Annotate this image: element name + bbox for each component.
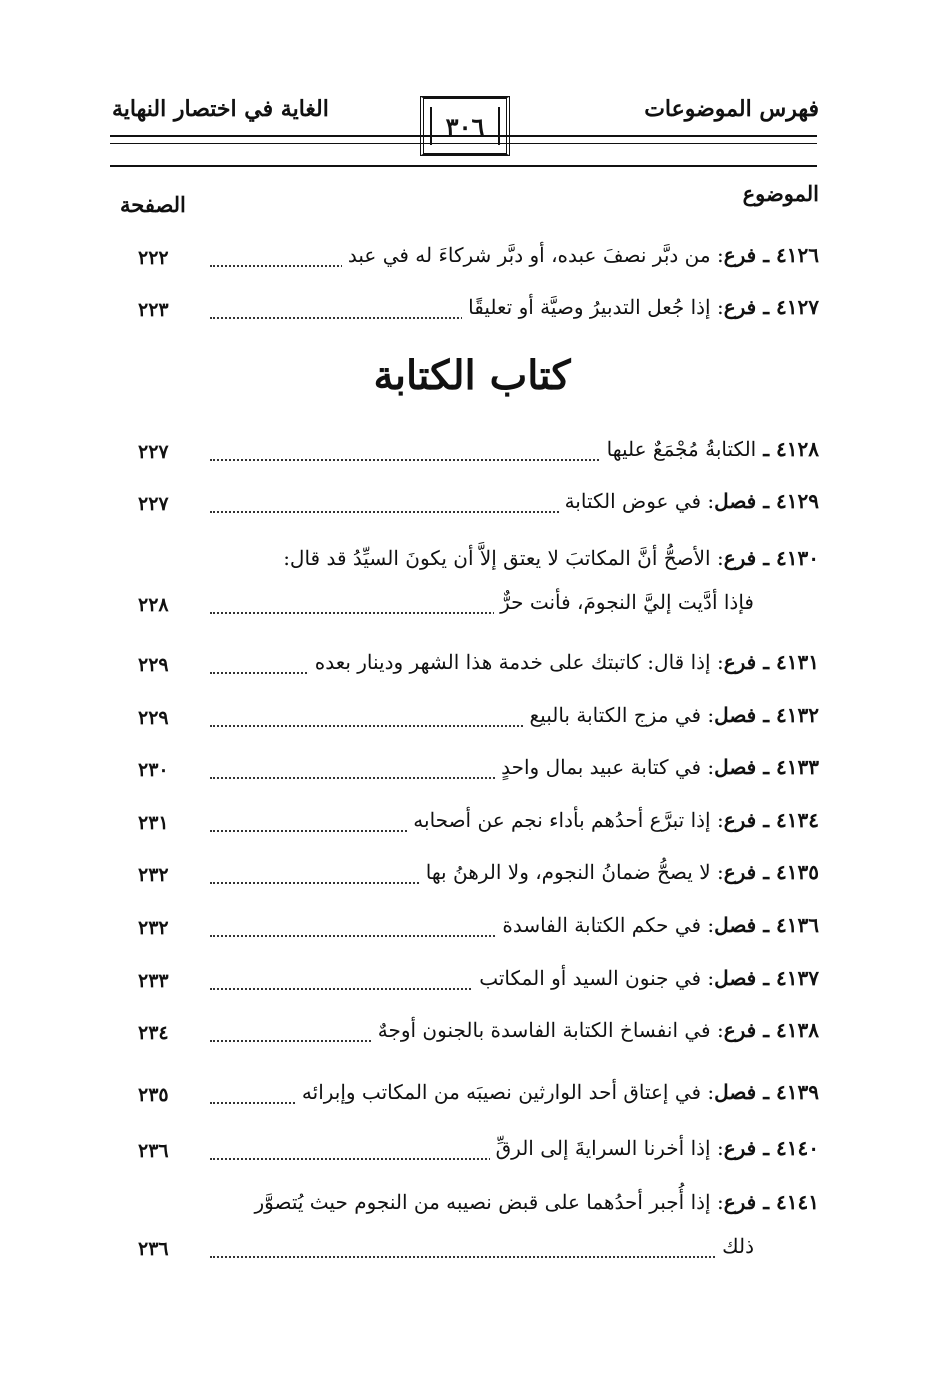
entry-page: ٢٣٦: [138, 1140, 169, 1162]
running-header-section: فهرس الموضوعات: [644, 96, 819, 122]
entry-number: ٤١٣٠: [776, 546, 819, 570]
index-entry[interactable]: ٤١٣٧ ـ فصل: في جنون السيد أو المكاتب ٢٣٣: [138, 966, 819, 992]
entry-title: الكتابةُ مُجْمَعٌ عليها: [606, 437, 757, 461]
entry-number: ٤١٣٩: [776, 1080, 819, 1104]
entry-number: ٤١٢٦: [776, 243, 819, 267]
header-rule: [110, 135, 817, 137]
entry-title-continued: فإذا أدَّيت إليَّ النجومَ، فأنت حرٌّ: [494, 590, 819, 614]
entry-page: ٢٣٦: [138, 1238, 169, 1260]
index-entry[interactable]: ٤١٢٨ ـ الكتابةُ مُجْمَعٌ عليها ٢٢٧: [138, 437, 819, 463]
header-rule-lower: [110, 165, 817, 167]
entry-page: ٢٣١: [138, 812, 169, 834]
entry-page: ٢٢٧: [138, 441, 169, 463]
entry-number: ٤١٣٥: [776, 860, 819, 884]
entry-title: : في انفساخ الكتابة الفاسدة بالجنون أوجهٌ: [377, 1018, 724, 1042]
entry-number: ٤١٣٧: [776, 966, 819, 990]
entry-number: ٤١٣٨: [776, 1018, 819, 1042]
index-entry[interactable]: ٤١٢٦ ـ فرع: من دبَّر نصفَ عبده، أو دبَّر شركاءَ له في عبد ٢٢٢: [138, 243, 819, 269]
header-rule-thin: [110, 143, 817, 144]
entry-number: ٤١٣٣: [776, 755, 819, 779]
entry-number: ٤١٤٠: [776, 1136, 819, 1160]
index-entry[interactable]: ٤١٣١ ـ فرع: إذا قال: كاتبتك على خدمة هذا الشهر ودينار بعده ٢٢٩: [138, 650, 819, 676]
entry-page: ٢٢٣: [138, 299, 169, 321]
entry-title: : إذا جُعل التدبيرُ وصيَّة أو تعليقًا: [468, 295, 724, 319]
entry-title: : إذا تبرَّع أحدُهم بأداء نجم عن أصحابه: [413, 808, 724, 832]
entry-number: ٤١٢٧: [776, 295, 819, 319]
entry-label: فرع: [723, 650, 757, 674]
entry-label: فصل: [714, 913, 757, 937]
column-header-topic: الموضوع: [742, 181, 819, 206]
entry-title: : الأصحُّ أنَّ المكاتبَ لا يعتق إلاَّ أن يكونَ السيِّدُ قد قال:: [283, 546, 724, 570]
entry-title: : إذا قال: كاتبتك على خدمة هذا الشهر ودينار بعده: [314, 650, 724, 674]
entry-number: ٤١٢٨: [776, 437, 819, 461]
entry-label: فرع: [723, 860, 757, 884]
book-title: كتاب الكتابة: [373, 352, 571, 399]
entry-number: ٤١٣٦: [776, 913, 819, 937]
index-entry[interactable]: ٤١٢٩ ـ فصل: في عوض الكتابة ٢٢٧: [138, 489, 819, 515]
entry-title: : في حكم الكتابة الفاسدة: [502, 913, 715, 937]
entry-page: ٢٢٢: [138, 247, 169, 269]
entry-title: : لا يصحُّ ضمانُ النجوم، ولا الرهنُ بها: [425, 860, 724, 884]
index-entry[interactable]: ٤١٣٦ ـ فصل: في حكم الكتابة الفاسدة ٢٣٢: [138, 913, 819, 939]
entry-label: فصل: [714, 489, 757, 513]
entry-label: فرع: [723, 1190, 757, 1214]
index-entry[interactable]: ٤١٤٠ ـ فرع: إذا أخرنا السرايةَ إلى الرقِّ ٢٣٦: [138, 1136, 819, 1162]
entry-page: ٢٢٩: [138, 654, 169, 676]
entry-title: : من دبَّر نصفَ عبده، أو دبَّر شركاءَ له في عبد: [347, 243, 724, 267]
entry-title: : في جنون السيد أو المكاتب: [479, 966, 715, 990]
column-header-page: الصفحة: [120, 192, 186, 217]
entry-number: ٤١٣١: [776, 650, 819, 674]
index-entry[interactable]: ٤١٣٥ ـ فرع: لا يصحُّ ضمانُ النجوم، ولا الرهنُ بها ٢٣٢: [138, 860, 819, 886]
entry-title-continued: ذلك: [716, 1234, 819, 1258]
index-entry[interactable]: ٤١٣٠ ـ فرع: الأصحُّ أنَّ المكاتبَ لا يعتق إلاَّ أن يكونَ السيِّدُ قد قال: فإذا أدَّيت إليَّ النجومَ، فأنت حرٌّ ٢٢٨: [138, 546, 819, 616]
entry-label: فرع: [723, 546, 757, 570]
entry-label: فرع: [723, 1018, 757, 1042]
entry-title: : في كتابة عبيد بمال واحدٍ: [501, 755, 715, 779]
entry-page: ٢٣٤: [138, 1022, 169, 1044]
index-entry[interactable]: ٤١٢٧ ـ فرع: إذا جُعل التدبيرُ وصيَّة أو تعليقًا ٢٢٣: [138, 295, 819, 321]
entry-title: : إذا أُجبر أحدُهما على قبض نصيبه من النجوم حيث يُتصوَّر: [254, 1190, 724, 1214]
entry-number: ٤١٣٤: [776, 808, 819, 832]
entry-label: فرع: [723, 295, 757, 319]
entry-page: ٢٣٠: [138, 759, 169, 781]
entry-label: فرع: [723, 808, 757, 832]
entry-page: ٢٣٥: [138, 1084, 169, 1106]
index-entry[interactable]: ٤١٣٤ ـ فرع: إذا تبرَّع أحدُهم بأداء نجم عن أصحابه ٢٣١: [138, 808, 819, 834]
index-entry[interactable]: ٤١٣٢ ـ فصل: في مزج الكتابة بالبيع ٢٢٩: [138, 703, 819, 729]
entry-label: فصل: [714, 755, 757, 779]
entry-label: فصل: [714, 1080, 757, 1104]
entry-page: ٢٢٧: [138, 493, 169, 515]
entry-page: ٢٢٨: [138, 594, 169, 616]
running-header-book: الغاية في اختصار النهاية: [112, 96, 329, 122]
entry-title: : إذا أخرنا السرايةَ إلى الرقِّ: [495, 1136, 724, 1160]
entry-label: فرع: [723, 243, 757, 267]
entry-title: : في إعتاق أحد الوارثين نصيبَه من المكاتب وإبرائه: [301, 1080, 715, 1104]
index-entry[interactable]: ٤١٣٩ ـ فصل: في إعتاق أحد الوارثين نصيبَه من المكاتب وإبرائه ٢٣٥: [138, 1080, 819, 1106]
entry-page: ٢٣٢: [138, 917, 169, 939]
index-entry[interactable]: ٤١٤١ ـ فرع: إذا أُجبر أحدُهما على قبض نصيبه من النجوم حيث يُتصوَّر ذلك ٢٣٦: [138, 1190, 819, 1260]
entry-number: ٤١٢٩: [776, 489, 819, 513]
entry-page: ٢٣٢: [138, 864, 169, 886]
entry-label: فصل: [714, 703, 757, 727]
entry-label: فرع: [723, 1136, 757, 1160]
entry-title: : في عوض الكتابة: [564, 489, 715, 513]
entry-number: ٤١٤١: [776, 1190, 819, 1214]
index-entry[interactable]: ٤١٣٣ ـ فصل: في كتابة عبيد بمال واحدٍ ٢٣٠: [138, 755, 819, 781]
entry-label: فصل: [714, 966, 757, 990]
entry-title: : في مزج الكتابة بالبيع: [529, 703, 715, 727]
entry-page: ٢٢٩: [138, 707, 169, 729]
page-number-box: [420, 96, 510, 156]
entry-number: ٤١٣٢: [776, 703, 819, 727]
entry-page: ٢٣٣: [138, 970, 169, 992]
index-entry[interactable]: ٤١٣٨ ـ فرع: في انفساخ الكتابة الفاسدة بالجنون أوجهٌ ٢٣٤: [138, 1018, 819, 1044]
page-number: ٣٠٦: [445, 111, 485, 141]
